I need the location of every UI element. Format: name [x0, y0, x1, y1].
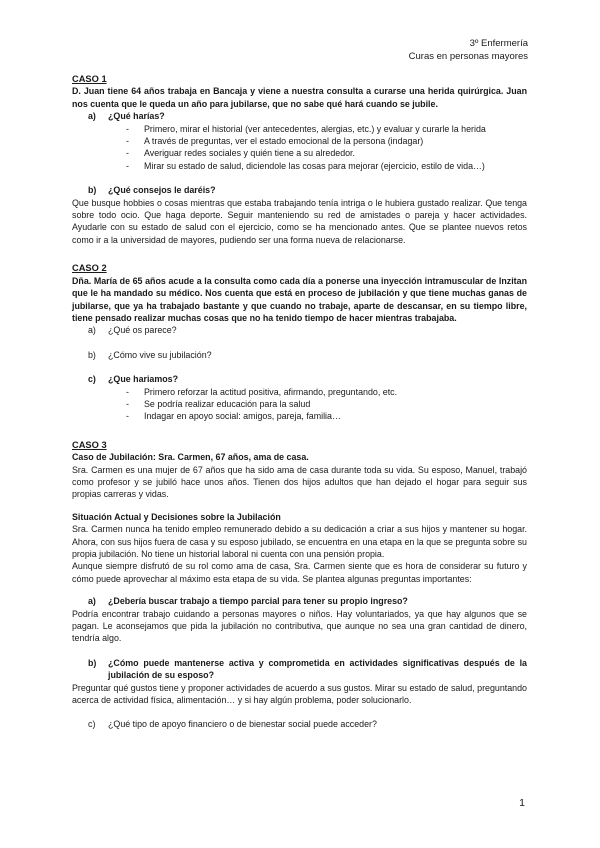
- question-text: ¿Qué consejos le daréis?: [108, 185, 216, 196]
- caso-2: [72, 262, 527, 422]
- caso-2-question-c: [72, 373, 527, 385]
- question-letter: a): [88, 596, 96, 607]
- caso-2-answer-c-list: [72, 386, 527, 423]
- list-item: - Mirar su estado de salud, diciendole las cosas para mejorar (ejercicio, estilo de vida…): [144, 160, 527, 172]
- question-letter: c): [88, 374, 96, 385]
- question-letter: b): [88, 657, 97, 668]
- caso-3-answer-b: Preguntar qué gustos tiene y proponer actividades de acuerdo a sus gustos. Mirar su estado de salud, preguntando acerca de actividad física, alimentación… y si hay algún problema, poder solucionarlo.: [72, 682, 527, 706]
- question-letter: b): [88, 185, 97, 196]
- caso-3-situation-title: Situación Actual y Decisiones sobre la Jubilación: [72, 511, 281, 522]
- caso-1-question-a: [72, 110, 527, 122]
- caso-3-title: CASO 3: [72, 439, 107, 450]
- caso-3-question-b: [72, 657, 527, 682]
- list-item: - Indagar en apoyo social: amigos, pareja, familia…: [144, 410, 527, 422]
- question-text: ¿Cómo vive su jubilación?: [108, 349, 212, 360]
- list-item: - Se podría realizar educación para la salud: [144, 398, 527, 410]
- question-letter: b): [88, 349, 96, 360]
- question-text: ¿Que hariamos?: [108, 374, 179, 385]
- caso-2-question-a: [72, 324, 527, 336]
- list-item: - A través de preguntas, ver el estado emocional de la persona (indagar): [144, 135, 527, 147]
- caso-1-answer-a-list: [72, 123, 527, 173]
- caso-2-intro: Dña. María de 65 años acude a la consulta como cada día a ponerse una inyección intramuscular de Inzitan que le ha mandado su médico. Nos cuenta que está en proceso de jubilación y que tiene muchas ganas de jubilarse, que ya ha trabajado bastante y que cuando no trabaje, aparte de descansar, en su tiempo libre, tiene pensado realizar muchas cosas que no ha tenido tiempo de hacer mientras trabajaba.: [72, 275, 527, 323]
- header-subject: Curas en personas mayores: [408, 51, 528, 62]
- caso-1-question-b: [72, 184, 527, 196]
- list-item: - Averiguar redes sociales y quién tiene a su alrededor.: [144, 147, 527, 159]
- caso-3-question-a: [72, 595, 527, 607]
- caso-3-subtitle: Caso de Jubilación: Sra. Carmen, 67 años, ama de casa.: [72, 452, 309, 463]
- question-text: ¿Cómo puede mantenerse activa y comprometida en actividades significativas después de la jubilación de su esposo?: [108, 657, 527, 681]
- caso-2-question-b: [72, 349, 527, 361]
- caso-1-answer-b: Que busque hobbies o cosas mientras que estaba trabajando tenía intriga o le hubiera gustado realizar. Que tenga sobre todo ocio. Que haga deporte. Seguir manteniendo su red de amistades o pareja y hacer actividades. Ayudarle con su estado de salud con el ejercicio, como se ha mencionado antes. Que se plantee nuevos retos como ir a la universidad de mayores, pudiendo ser una forma nueva de relacionarse.: [72, 197, 527, 245]
- question-letter: a): [88, 111, 96, 122]
- caso-3-situation-p1: Sra. Carmen nunca ha tenido empleo remunerado debido a su dedicación a criar a sus hijos y mantener su hogar. Ahora, con sus hijos fuera de casa y su esposo jubilado, se encuentra en una etapa en la que se pregunta sobre su propia jubilación. No tiene un historial laboral ni cuenta con una pensión propia.: [72, 524, 527, 559]
- page-number: 1: [519, 797, 525, 809]
- caso-3-situation-p2: Aunque siempre disfrutó de su rol como ama de casa, Sra. Carmen siente que es hora de considerar su futuro y cómo puede aprovechar al máximo esta etapa de su vida. Se plantea algunas preguntas importantes:: [72, 561, 527, 584]
- question-text: ¿Qué harías?: [108, 111, 165, 122]
- caso-3-question-c: [72, 718, 527, 730]
- page-header: [409, 37, 528, 63]
- question-text: ¿Debería buscar trabajo a tiempo parcial para tener su propio ingreso?: [108, 596, 408, 607]
- question-letter: a): [88, 325, 96, 336]
- caso-3-answer-a: Podría encontrar trabajo cuidando a personas mayores o niños. Hay voluntariados, ya que hay algunos que se pagan. Le aconsejamos que pida la jubilación no contributiva, que aunque no sea una gran cantidad de dinero, tendría algo.: [72, 608, 527, 644]
- caso-3: [72, 439, 527, 731]
- caso-3-intro: Sra. Carmen es una mujer de 67 años que ha sido ama de casa durante toda su vida. Su esposo, Manuel, trabajó como profesor y se jubiló hace unos años. Tienen dos hijos adultos que han dejado el hogar para seguir sus propias carreras y vidas.: [72, 464, 527, 500]
- question-text: ¿Qué tipo de apoyo financiero o de bienestar social puede acceder?: [108, 719, 377, 730]
- caso-2-title: CASO 2: [72, 263, 107, 274]
- caso-1: [72, 73, 527, 246]
- question-letter: c): [88, 719, 96, 730]
- header-course: 3º Enfermería: [469, 38, 528, 49]
- document-body: [72, 73, 527, 731]
- question-text: ¿Qué os parece?: [108, 325, 177, 336]
- list-item: - Primero, mirar el historial (ver antecedentes, alergias, etc.) y evaluar y curarle la herida: [144, 123, 527, 135]
- caso-1-intro: D. Juan tiene 64 años trabaja en Bancaja y viene a nuestra consulta a curarse una herida quirúrgica. Juan nos cuenta que le queda un año para jubilarse, que no sabe qué hará cuando se jubile.: [72, 86, 527, 109]
- list-item: - Primero reforzar la actitud positiva, afirmando, preguntando, etc.: [144, 386, 527, 398]
- caso-1-title: CASO 1: [72, 74, 107, 84]
